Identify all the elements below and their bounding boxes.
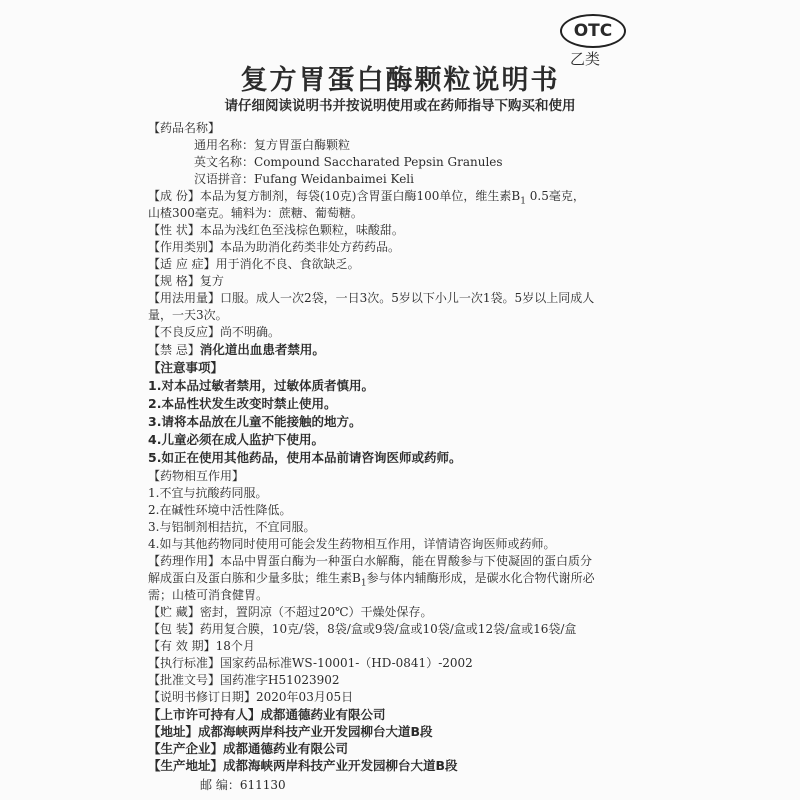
validity-row: 【有 效 期】18个月	[148, 639, 255, 653]
precaution-item: 1.对本品过敏者禁用，过敏体质者慎用。	[148, 378, 374, 393]
precaution-item: 2.本品性状发生改变时禁止使用。	[148, 396, 337, 411]
properties-row: 【性 状】本品为浅红色至浅棕色颗粒，味酸甜。	[148, 223, 404, 237]
revision-date-row: 【说明书修订日期】2020年03月05日	[148, 690, 354, 704]
precaution-item: 4.儿童必须在成人监护下使用。	[148, 432, 324, 447]
category-row: 【作用类别】本品为助消化药类非处方药药品。	[148, 240, 401, 254]
interaction-item: 1.不宜与抗酸药同服。	[148, 486, 268, 500]
mah-row: 【上市许可持有人】成都通德药业有限公司	[148, 707, 386, 722]
precaution-item: 5.如正在使用其他药品，使用本品前请咨询医师或药师。	[148, 450, 462, 465]
manufacturer-row: 【生产企业】成都通德药业有限公司	[148, 741, 349, 756]
english-name-row: 英文名称：Compound Saccharated Pepsin Granules	[194, 155, 503, 169]
pharmacology-row-2: 解成蛋白及蛋白胨和少量多肽；维生素$B_1$参与体内辅酶形成，是碳水化合物代谢所必	[148, 571, 595, 589]
drug-class: 乙类	[570, 50, 601, 68]
composition-row: 【成 份】本品为复方制剂，每袋(10克)含胃蛋白酶100单位，维生素$B_1$ 0.5毫克，	[148, 189, 585, 207]
interaction-item: 2.在碱性环境中活性降低。	[148, 503, 292, 517]
pharmacology-row-3: 需；山楂可消食健胃。	[148, 588, 269, 602]
interaction-item: 4.如与其他药物同时使用可能会发生药物相互作用，详情请咨询医师或药师。	[148, 537, 556, 551]
page-title: 复方胃蛋白酶颗粒说明书	[240, 65, 560, 96]
generic-name-row: 通用名称：复方胃蛋白酶颗粒	[194, 138, 351, 152]
pharmacology-row: 【药理作用】本品中胃蛋白酶为一种蛋白水解酶，能在胃酸参与下使凝固的蛋白质分	[148, 554, 593, 568]
spec-row: 【规 格】复方	[148, 274, 224, 288]
composition-row-2: 山楂300毫克。辅料为：蔗糖、葡萄糖。	[148, 206, 363, 220]
dosage-row: 【用法用量】口服。成人一次2袋，一日3次。5岁以下小儿一次1袋。5岁以上同成人	[148, 291, 595, 305]
otc-badge: OTC	[560, 14, 626, 48]
approval-row: 【批准文号】国药准字H51023902	[148, 673, 340, 687]
pinyin-name-row: 汉语拼音：Fufang Weidanbaimei Keli	[194, 172, 414, 186]
page-subtitle: 请仔细阅读说明书并按说明使用或在药师指导下购买和使用	[224, 98, 576, 114]
interaction-item: 3.与铝制剂相拮抗，不宜同服。	[148, 520, 316, 534]
storage-row: 【贮 藏】密封，置阴凉（不超过20℃）干燥处保存。	[148, 605, 433, 619]
postal-code: 邮 编：611130	[200, 778, 286, 792]
standard-row: 【执行标准】国家药品标准WS-10001-（HD-0841）-2002	[148, 656, 473, 670]
packaging-row: 【包 装】药用复合膜，10克/袋，8袋/盒或9袋/盒或10袋/盒或12袋/盒或16袋/盒	[148, 622, 577, 636]
interactions-heading: 【药物相互作用】	[148, 469, 245, 483]
adverse-row: 【不良反应】尚不明确。	[148, 325, 281, 339]
precaution-item: 3.请将本品放在儿童不能接触的地方。	[148, 414, 362, 429]
indication-row: 【适 应 症】用于消化不良、食欲缺乏。	[148, 257, 360, 271]
section-name-heading: 【药品名称】	[148, 121, 221, 135]
contraindication-row: 【禁 忌】消化道出血患者禁用。	[148, 342, 325, 357]
address-row: 【地址】成都海峡两岸科技产业开发园柳台大道B段	[148, 724, 433, 739]
dosage-row-2: 量，一天3次。	[148, 308, 228, 322]
production-address-row: 【生产地址】成都海峡两岸科技产业开发园柳台大道B段	[148, 758, 458, 773]
precautions-heading: 【注意事项】	[148, 360, 224, 375]
